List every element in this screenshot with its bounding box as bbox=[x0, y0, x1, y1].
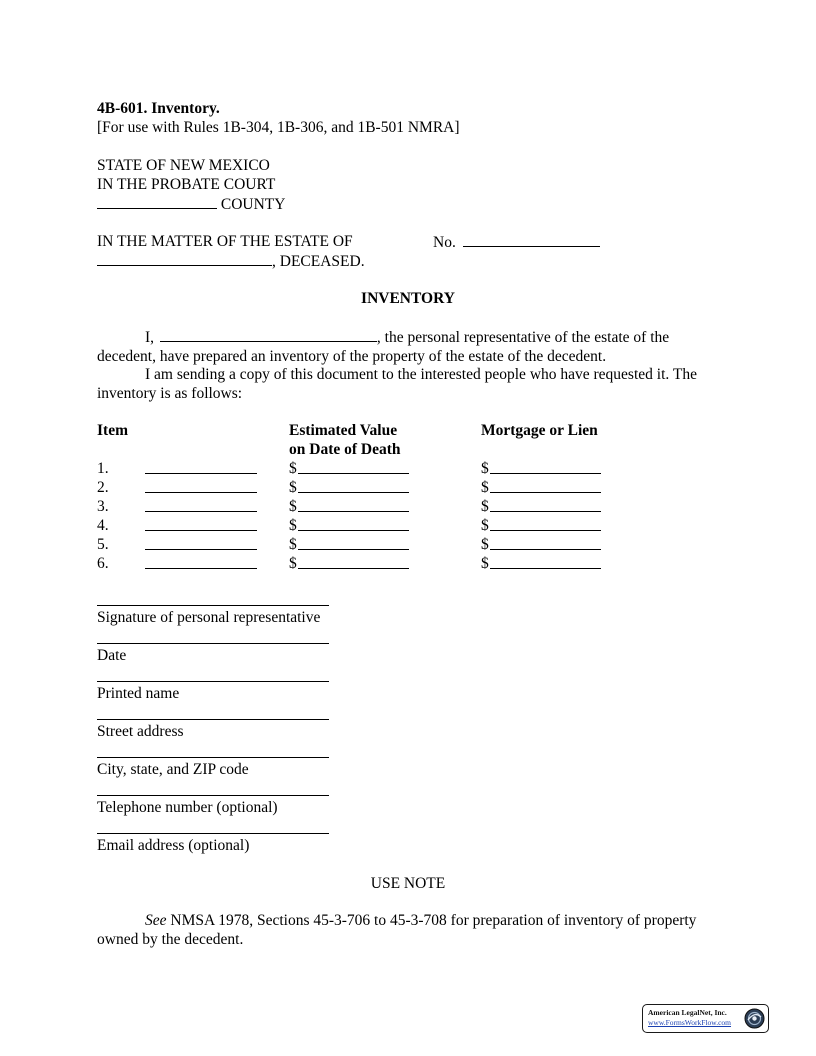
case-number-field[interactable] bbox=[463, 232, 600, 247]
value-field[interactable] bbox=[298, 497, 409, 512]
signature-label: Signature of personal representative bbox=[97, 609, 321, 626]
deceased-line bbox=[97, 251, 365, 271]
value-field[interactable] bbox=[298, 554, 409, 569]
p1-start: I, bbox=[145, 329, 155, 346]
date-line[interactable] bbox=[97, 643, 329, 644]
item-field[interactable] bbox=[145, 497, 257, 512]
currency-sign: $ bbox=[289, 498, 297, 515]
item-field[interactable] bbox=[145, 478, 257, 493]
value-field[interactable] bbox=[298, 535, 409, 550]
body-paragraph-1 bbox=[97, 327, 727, 366]
street-address-label: Street address bbox=[97, 723, 184, 740]
signature-line[interactable] bbox=[97, 605, 329, 606]
county-line bbox=[97, 194, 285, 214]
col-item-header: Item bbox=[97, 422, 128, 439]
row-number: 6. bbox=[97, 555, 109, 572]
item-field[interactable] bbox=[145, 554, 257, 569]
logo-url-link[interactable]: www.FormsWorkFlow.com bbox=[648, 1018, 732, 1027]
email-line[interactable] bbox=[97, 833, 329, 834]
city-state-zip-label: City, state, and ZIP code bbox=[97, 761, 249, 778]
form-number: 4B-601. Inventory. bbox=[97, 100, 220, 117]
lien-field[interactable] bbox=[490, 478, 601, 493]
currency-sign: $ bbox=[481, 517, 489, 534]
row-number: 3. bbox=[97, 498, 109, 515]
table-row bbox=[97, 459, 617, 478]
street-address-line[interactable] bbox=[97, 719, 329, 720]
item-field[interactable] bbox=[145, 535, 257, 550]
lien-field[interactable] bbox=[490, 459, 601, 474]
telephone-label: Telephone number (optional) bbox=[97, 799, 278, 816]
table-row bbox=[97, 497, 617, 516]
lien-field[interactable] bbox=[490, 516, 601, 531]
use-note-body: NMSA 1978, Sections 45-3-706 to 45-3-708 for preparation of inventory of property owned by the decedent. bbox=[97, 912, 697, 948]
logo-company: American LegalNet, Inc. bbox=[648, 1008, 727, 1017]
matter-text: IN THE MATTER OF THE ESTATE OF bbox=[97, 233, 353, 250]
county-field[interactable] bbox=[97, 194, 217, 209]
american-legalnet-logo[interactable] bbox=[642, 1004, 769, 1033]
item-field[interactable] bbox=[145, 516, 257, 531]
table-row bbox=[97, 554, 617, 573]
currency-sign: $ bbox=[289, 479, 297, 496]
row-number: 5. bbox=[97, 536, 109, 553]
page-title: INVENTORY bbox=[361, 290, 455, 307]
value-field[interactable] bbox=[298, 478, 409, 493]
email-label: Email address (optional) bbox=[97, 837, 250, 854]
row-number: 4. bbox=[97, 517, 109, 534]
currency-sign: $ bbox=[481, 555, 489, 572]
currency-sign: $ bbox=[481, 536, 489, 553]
table-row bbox=[97, 516, 617, 535]
court-name: IN THE PROBATE COURT bbox=[97, 176, 276, 193]
col-value-header-2: on Date of Death bbox=[289, 441, 401, 458]
table-row bbox=[97, 535, 617, 554]
currency-sign: $ bbox=[481, 479, 489, 496]
use-note-text bbox=[97, 911, 727, 949]
currency-sign: $ bbox=[289, 555, 297, 572]
item-field[interactable] bbox=[145, 459, 257, 474]
telephone-line[interactable] bbox=[97, 795, 329, 796]
printed-name-line[interactable] bbox=[97, 681, 329, 682]
rules-note: [For use with Rules 1B-304, 1B-306, and 1B-501 NMRA] bbox=[97, 119, 460, 136]
col-value-header-1: Estimated Value bbox=[289, 422, 398, 439]
currency-sign: $ bbox=[289, 517, 297, 534]
lien-field[interactable] bbox=[490, 497, 601, 512]
currency-sign: $ bbox=[289, 536, 297, 553]
county-label: COUNTY bbox=[220, 196, 286, 213]
case-number-line bbox=[433, 232, 600, 252]
city-state-zip-line[interactable] bbox=[97, 757, 329, 758]
row-number: 2. bbox=[97, 479, 109, 496]
currency-sign: $ bbox=[481, 460, 489, 477]
currency-sign: $ bbox=[481, 498, 489, 515]
value-field[interactable] bbox=[298, 516, 409, 531]
row-number: 1. bbox=[97, 460, 109, 477]
case-number-label: No. bbox=[433, 234, 456, 251]
col-lien-header: Mortgage or Lien bbox=[481, 422, 598, 439]
use-note-heading: USE NOTE bbox=[370, 875, 446, 892]
printed-name-label: Printed name bbox=[97, 685, 180, 702]
lien-field[interactable] bbox=[490, 554, 601, 569]
p1-end: , the personal representative of the estate of the decedent, have prepared an inventory of the property of the estate of the decedent. bbox=[97, 329, 670, 365]
body-paragraph-2: I am sending a copy of this document to the interested people who have requested it. The inventory is as follows: bbox=[97, 366, 697, 402]
lien-field[interactable] bbox=[490, 535, 601, 550]
see-word: See bbox=[145, 912, 167, 929]
representative-name-field[interactable] bbox=[160, 327, 377, 342]
currency-sign: $ bbox=[289, 460, 297, 477]
table-row bbox=[97, 478, 617, 497]
globe-icon bbox=[744, 1008, 765, 1029]
date-label: Date bbox=[97, 647, 127, 664]
court-state: STATE OF NEW MEXICO bbox=[97, 157, 270, 174]
deceased-label: , DECEASED. bbox=[272, 253, 365, 270]
decedent-name-field[interactable] bbox=[97, 251, 272, 266]
value-field[interactable] bbox=[298, 459, 409, 474]
